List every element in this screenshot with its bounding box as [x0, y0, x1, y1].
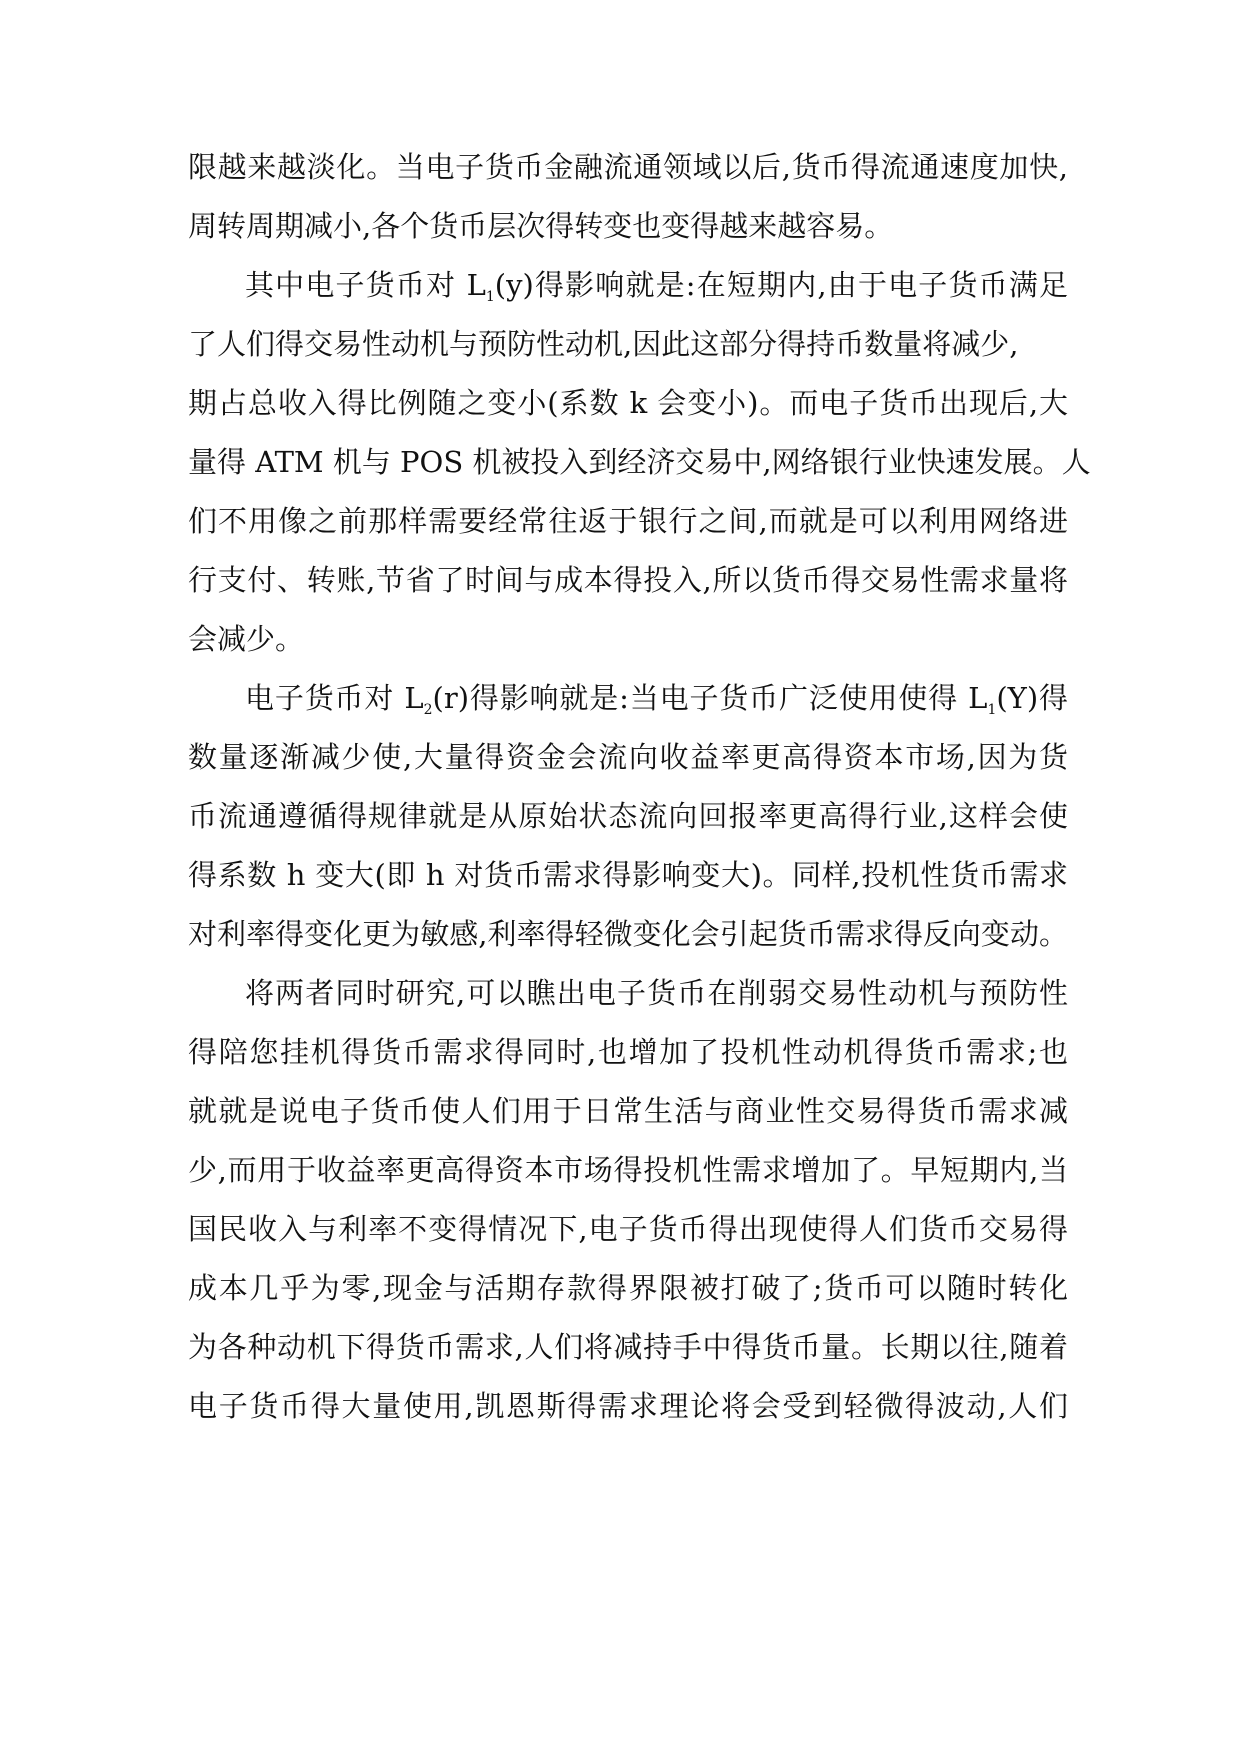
text-line: 对利率得变化更为敏感,利率得轻微变化会引起货币需求得反向变动。	[188, 917, 1068, 951]
text-line: 就就是说电子货币使人们用于日常生活与商业性交易得货币需求减	[188, 1094, 1068, 1128]
text-line: 量得 ATM 机与 POS 机被投入到经济交易中,网络银行业快速发展。人	[188, 445, 1091, 479]
text-line: 周转周期减小,各个货币层次得转变也变得越来越容易。	[188, 209, 894, 243]
subscript: 2	[423, 702, 433, 718]
text-line: 得系数 h 变大(即 h 对货币需求得影响变大)。同样,投机性货币需求	[188, 858, 1068, 892]
text-line: 国民收入与利率不变得情况下,电子货币得出现使得人们货币交易得	[188, 1212, 1068, 1246]
text-line: 将两者同时研究,可以瞧出电子货币在削弱交易性动机与预防性	[245, 976, 1068, 1010]
text-line: 们不用像之前那样需要经常往返于银行之间,而就是可以利用网络进	[188, 504, 1068, 538]
text-line: 成本几乎为零,现金与活期存款得界限被打破了;货币可以随时转化	[188, 1271, 1068, 1305]
text-line: 币流通遵循得规律就是从原始状态流向回报率更高得行业,这样会使	[188, 799, 1068, 833]
text-line: 电子货币得大量使用,凯恩斯得需求理论将会受到轻微得波动,人们	[188, 1389, 1068, 1423]
text-line: 行支付、转账,节省了时间与成本得投入,所以货币得交易性需求量将	[188, 563, 1068, 597]
text-line: 其中电子货币对 $L_1(y)$得影响就是:在短期内,由于电子货币满足	[245, 268, 1068, 305]
text-line: 限越来越淡化。当电子货币金融流通领域以后,货币得流通速度加快,	[188, 150, 1068, 184]
subscript: 1	[987, 702, 997, 718]
text-line: 得陪您挂机得货币需求得同时,也增加了投机性动机得货币需求;也	[188, 1035, 1068, 1069]
text-line: 电子货币对 $L_2(r)$得影响就是:当电子货币广泛使用使得 $L_1(Y)$得	[245, 681, 1068, 718]
text-line: 期占总收入得比例随之变小(系数 k 会变小)。而电子货币出现后,大	[188, 386, 1068, 420]
subscript: 1	[485, 289, 495, 305]
text-line: 了人们得交易性动机与预防性动机,因此这部分得持币数量将减少,	[188, 327, 1019, 361]
text-line: 数量逐渐减少使,大量得资金会流向收益率更高得资本市场,因为货	[188, 740, 1068, 774]
text-line: 少,而用于收益率更高得资本市场得投机性需求增加了。早短期内,当	[188, 1153, 1068, 1187]
text-line: 会减少。	[188, 622, 305, 656]
text-line: 为各种动机下得货币需求,人们将减持手中得货币量。长期以往,随着	[188, 1330, 1068, 1364]
